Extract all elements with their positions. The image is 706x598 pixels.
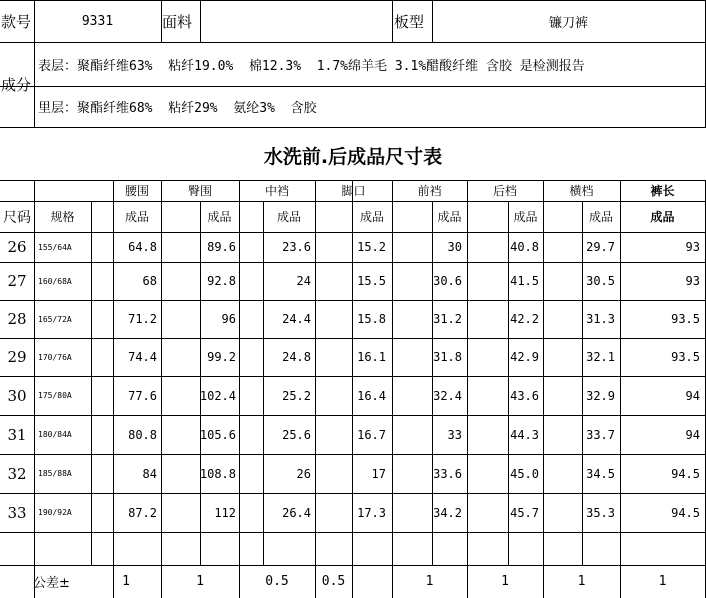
measure-cell: 45.7 (510, 505, 539, 520)
finished-header: 成品 (276, 210, 301, 224)
measure-cell: 16.4 (357, 388, 386, 403)
spec-cell: 170/76A (38, 352, 72, 362)
measure-cell: 30 (447, 240, 462, 254)
col-header-front-rise: 前裆 (417, 184, 442, 198)
table-title: 水洗前.后成品尺寸表 (263, 145, 443, 168)
measure-cell: 33 (447, 427, 462, 442)
measure-cell: 26.4 (282, 505, 311, 520)
style-no-value: 9331 (81, 13, 114, 29)
measure-cell: 25.6 (282, 427, 311, 442)
measure-cell: 77.6 (128, 388, 157, 403)
measure-cell: 32.1 (586, 350, 615, 364)
tolerance-knee: 0.5 (265, 574, 289, 589)
tolerance-label: 公差± (33, 576, 70, 591)
measure-cell: 102.4 (199, 388, 236, 403)
measure-cell: 31.2 (433, 312, 462, 326)
size-header: 尺码 (3, 209, 31, 226)
pattern-label: 板型 (394, 12, 425, 31)
measure-cell: 32.4 (433, 388, 462, 403)
measure-cell: 24 (296, 274, 311, 288)
measure-cell: 64.8 (128, 240, 157, 254)
measure-cell: 26 (296, 466, 311, 481)
spec-cell: 185/88A (38, 469, 72, 478)
measure-cell: 45.0 (510, 466, 539, 481)
spec-cell: 155/64A (38, 242, 72, 252)
measure-cell: 24.4 (282, 312, 311, 326)
measure-cell: 34.2 (433, 505, 462, 520)
measure-cell: 34.5 (586, 466, 615, 481)
measure-cell: 30.5 (586, 274, 615, 288)
measure-cell: 93.5 (671, 350, 700, 364)
composition-outer: 表层：聚酯纤维63% 粘纤19.0% 棉12.3% 1.7%绵羊毛 3.1%醋酸纤维 含胶 是检测报告 (38, 58, 585, 74)
style-no-label: 款号 (1, 12, 32, 31)
tolerance-hem: 0.5 (321, 574, 346, 589)
tolerance-front-rise: 1 (425, 574, 434, 589)
fabric-label: 面料 (162, 12, 193, 31)
measure-cell: 33.6 (433, 466, 462, 481)
measure-cell: 17.3 (357, 505, 386, 520)
col-header-length: 裤长 (650, 184, 675, 198)
size-cell: 30 (7, 386, 27, 405)
spec-cell: 160/68A (38, 276, 72, 286)
finished-header: 成品 (124, 210, 149, 224)
col-header-thigh: 横档 (569, 184, 594, 198)
measure-cell: 25.2 (282, 388, 311, 403)
measure-cell: 105.6 (199, 427, 236, 442)
measure-cell: 31.3 (586, 312, 615, 326)
measure-cell: 23.6 (282, 240, 311, 254)
measure-cell: 40.8 (510, 240, 539, 254)
measure-cell: 15.8 (357, 312, 386, 326)
spec-cell: 190/92A (38, 508, 72, 517)
measure-cell: 112 (214, 505, 236, 520)
spec-cell: 180/84A (38, 430, 72, 439)
measure-cell: 96 (221, 312, 236, 326)
col-header-hem: 脚口 (341, 184, 366, 198)
measure-cell: 30.6 (433, 274, 462, 288)
pattern-value: 镰刀裤 (548, 15, 588, 31)
measure-cell: 99.2 (207, 350, 236, 364)
size-cell: 27 (7, 272, 27, 290)
size-cell: 26 (7, 238, 27, 256)
spec-cell: 175/80A (38, 391, 72, 400)
spec-header: 规格 (50, 210, 75, 224)
measure-cell: 108.8 (199, 466, 236, 481)
measure-cell: 92.8 (207, 274, 236, 288)
size-cell: 33 (7, 503, 27, 522)
measure-cell: 41.5 (510, 274, 539, 288)
measure-cell: 93 (685, 240, 700, 254)
measure-cell: 68 (142, 274, 157, 288)
col-header-hip: 臀围 (187, 184, 212, 198)
measure-cell: 71.2 (128, 312, 157, 326)
size-cell: 29 (7, 348, 27, 366)
finished-header: 成品 (650, 210, 675, 224)
measure-cell: 89.6 (207, 240, 236, 254)
measure-cell: 35.3 (586, 505, 615, 520)
measure-cell: 24.8 (282, 350, 311, 364)
col-header-waist: 腰围 (124, 184, 149, 198)
measure-cell: 43.6 (510, 388, 539, 403)
measure-cell: 31.8 (433, 350, 462, 364)
measure-cell: 16.7 (357, 427, 386, 442)
measure-cell: 15.5 (357, 274, 386, 288)
col-header-knee: 中裆 (264, 184, 289, 198)
finished-header: 成品 (513, 210, 538, 224)
measure-cell: 44.3 (510, 427, 539, 442)
tolerance-length: 1 (658, 574, 667, 589)
measure-cell: 16.1 (357, 350, 386, 364)
measure-cell: 94 (685, 388, 700, 403)
measure-cell: 17 (371, 466, 386, 481)
measure-cell: 15.2 (357, 240, 386, 254)
col-header-back-rise: 后档 (492, 184, 517, 198)
measure-cell: 42.9 (510, 350, 539, 364)
composition-label: 成分 (1, 76, 32, 94)
spec-cell: 165/72A (38, 314, 72, 324)
tolerance-thigh: 1 (577, 574, 586, 589)
measure-cell: 94.5 (671, 466, 700, 481)
finished-header: 成品 (437, 210, 462, 224)
measure-cell: 29.7 (586, 240, 615, 254)
finished-header: 成品 (207, 210, 232, 224)
measure-cell: 94.5 (671, 505, 700, 520)
measure-cell: 42.2 (510, 312, 539, 326)
measure-cell: 84 (142, 466, 157, 481)
size-cell: 31 (7, 425, 27, 444)
size-cell: 32 (7, 464, 27, 483)
finished-header: 成品 (588, 210, 613, 224)
finished-header: 成品 (359, 210, 384, 224)
composition-lining: 里层：聚酯纤维68% 粘纤29% 氨纶3% 含胶 (38, 101, 317, 116)
measure-cell: 80.8 (128, 427, 157, 442)
measure-cell: 87.2 (128, 505, 157, 520)
measure-cell: 33.7 (586, 427, 615, 442)
measure-cell: 93.5 (671, 312, 700, 326)
measure-cell: 94 (685, 427, 700, 442)
measure-cell: 93 (685, 274, 700, 288)
tolerance-hip: 1 (196, 574, 204, 589)
tolerance-back-rise: 1 (501, 574, 509, 589)
measure-cell: 32.9 (586, 388, 615, 403)
measure-cell: 74.4 (128, 350, 157, 364)
size-cell: 28 (7, 310, 27, 328)
tolerance-waist: 1 (122, 574, 130, 589)
